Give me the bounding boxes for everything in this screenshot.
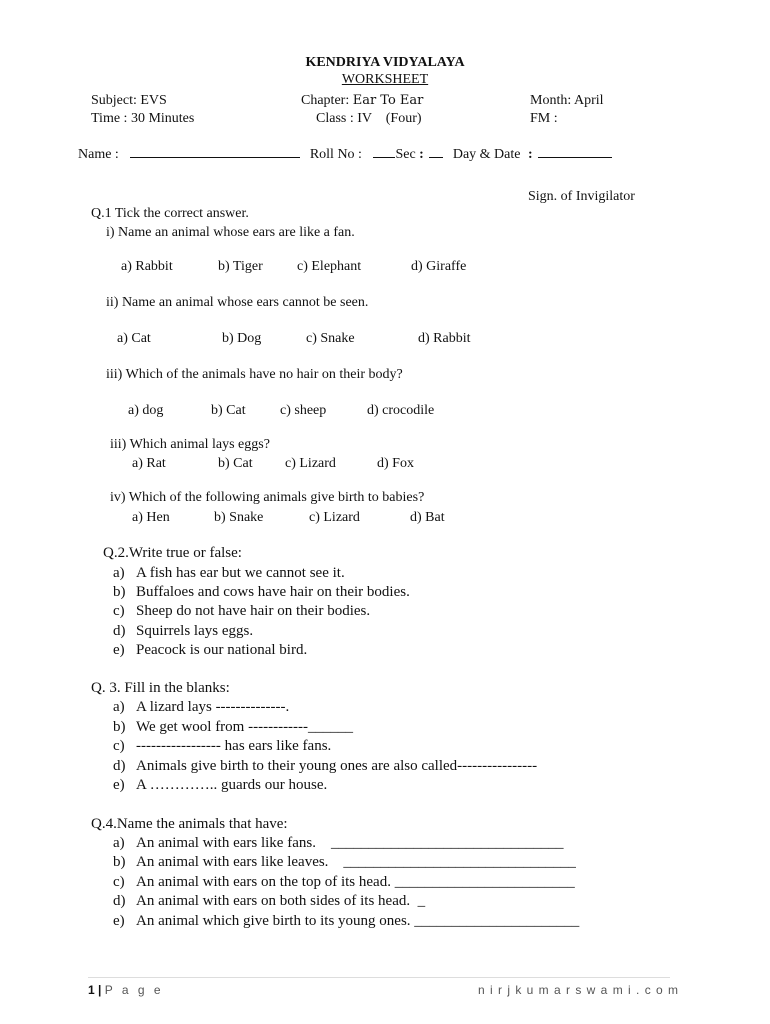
worksheet-title: WORKSHEET (341, 72, 429, 87)
q2-marker: d) (113, 623, 126, 639)
school-name: KENDRIYA VIDYALAYA (305, 55, 465, 70)
q1-option[interactable]: a) Rabbit (121, 259, 173, 274)
q2-marker: a) (113, 565, 125, 581)
q3-statement: A lizard lays --------------. (136, 699, 290, 715)
sec-label: Sec (395, 147, 416, 162)
q4-marker: c) (113, 874, 125, 890)
q1-question: iii) Which animal lays eggs? (110, 437, 270, 452)
q4-statement: An animal with ears like leaves. _______________________________ (136, 854, 576, 870)
q1-option[interactable]: a) Hen (132, 510, 170, 525)
date-colon: : (528, 147, 533, 162)
q1-option[interactable]: b) Cat (218, 456, 253, 471)
chapter-label: Chapter: (301, 93, 353, 108)
q1-option[interactable]: c) Lizard (309, 510, 360, 525)
q1-option[interactable]: b) Cat (211, 403, 246, 418)
q1-option[interactable]: d) Rabbit (418, 331, 471, 346)
q2-statement: A fish has ear but we cannot see it. (136, 565, 345, 581)
site-credit: n i r j k u m a r s w a m i . c o m (478, 983, 680, 997)
q2-statement: Squirrels lays eggs. (136, 623, 254, 639)
q1-option[interactable]: d) Fox (377, 456, 414, 471)
q1-option[interactable]: a) dog (128, 403, 164, 418)
q3-marker: b) (113, 719, 126, 735)
class: Class : IV (Four) (316, 111, 422, 126)
q2-statement: Sheep do not have hair on their bodies. (136, 603, 371, 619)
q1-option[interactable]: a) Rat (132, 456, 166, 471)
q1-option[interactable]: c) Lizard (285, 456, 336, 471)
q1-option[interactable]: b) Snake (214, 510, 264, 525)
name-blank[interactable] (130, 157, 300, 158)
page-word: P a g e (104, 983, 164, 997)
q1-option[interactable]: c) Elephant (297, 259, 362, 274)
sec-blank[interactable] (429, 157, 443, 158)
roll-label: Roll No : (309, 147, 362, 162)
q3-marker: c) (113, 738, 125, 754)
chapter (301, 93, 423, 109)
name-label: Name : (78, 147, 119, 162)
q4-statement: An animal which give birth to its young ones. ______________________ (136, 913, 580, 929)
q2-title: Q.2.Write true or false: (103, 545, 242, 561)
page-separator: | (98, 983, 102, 997)
chapter-name: Ear To Ear (352, 93, 424, 108)
q1-option[interactable]: b) Tiger (218, 259, 263, 274)
date-blank[interactable] (538, 157, 612, 158)
sec-colon: : (419, 147, 424, 162)
q4-marker: e) (113, 913, 125, 929)
q1-option[interactable]: d) crocodile (367, 403, 435, 418)
q4-statement: An animal with ears on both sides of its head. _ (136, 893, 426, 909)
q2-marker: c) (113, 603, 125, 619)
subject: Subject: EVS (91, 93, 167, 108)
month: Month: April (530, 93, 604, 108)
q1-title: Q.1 Tick the correct answer. (91, 206, 249, 221)
q1-option[interactable]: b) Dog (222, 331, 262, 346)
footer-rule (88, 977, 670, 978)
q3-statement: A ………….. guards our house. (136, 777, 328, 793)
q3-marker: e) (113, 777, 125, 793)
q2-statement: Buffaloes and cows have hair on their bodies. (136, 584, 410, 600)
roll-blank[interactable] (373, 157, 395, 158)
q1-option[interactable]: d) Giraffe (411, 259, 467, 274)
q4-marker: d) (113, 893, 126, 909)
q3-statement: ----------------- has ears like fans. (136, 738, 332, 754)
q2-marker: e) (113, 642, 125, 658)
q4-title: Q.4.Name the animals that have: (91, 816, 288, 832)
q3-statement: We get wool from ------------______ (136, 719, 354, 735)
time-allowed: Time : 30 Minutes (91, 111, 195, 126)
invigilator-sign: Sign. of Invigilator (528, 189, 635, 204)
page-number: 1 (88, 983, 95, 997)
q1-question: iv) Which of the following animals give birth to babies? (110, 490, 425, 505)
date-label: Day & Date (452, 147, 521, 162)
q2-marker: b) (113, 584, 126, 600)
q1-option[interactable]: a) Cat (117, 331, 151, 346)
q3-title: Q. 3. Fill in the blanks: (91, 680, 230, 696)
q1-option[interactable]: d) Bat (410, 510, 445, 525)
q1-option[interactable]: c) sheep (280, 403, 327, 418)
q3-marker: d) (113, 758, 126, 774)
q2-statement: Peacock is our national bird. (136, 642, 308, 658)
q1-question: i) Name an animal whose ears are like a fan. (106, 225, 355, 240)
student-info-row (78, 147, 612, 163)
q4-marker: b) (113, 854, 126, 870)
q4-statement: An animal with ears like fans. _______________________________ (136, 835, 564, 851)
page-footer (88, 983, 164, 997)
full-marks: FM : (530, 111, 558, 126)
q1-question: ii) Name an animal whose ears cannot be seen. (106, 295, 369, 310)
q1-question: iii) Which of the animals have no hair on their body? (106, 367, 403, 382)
q1-option[interactable]: c) Snake (306, 331, 355, 346)
q4-marker: a) (113, 835, 125, 851)
q4-statement: An animal with ears on the top of its head. ________________________ (136, 874, 575, 890)
q3-statement: Animals give birth to their young ones are also called---------------- (136, 758, 538, 774)
q3-marker: a) (113, 699, 125, 715)
